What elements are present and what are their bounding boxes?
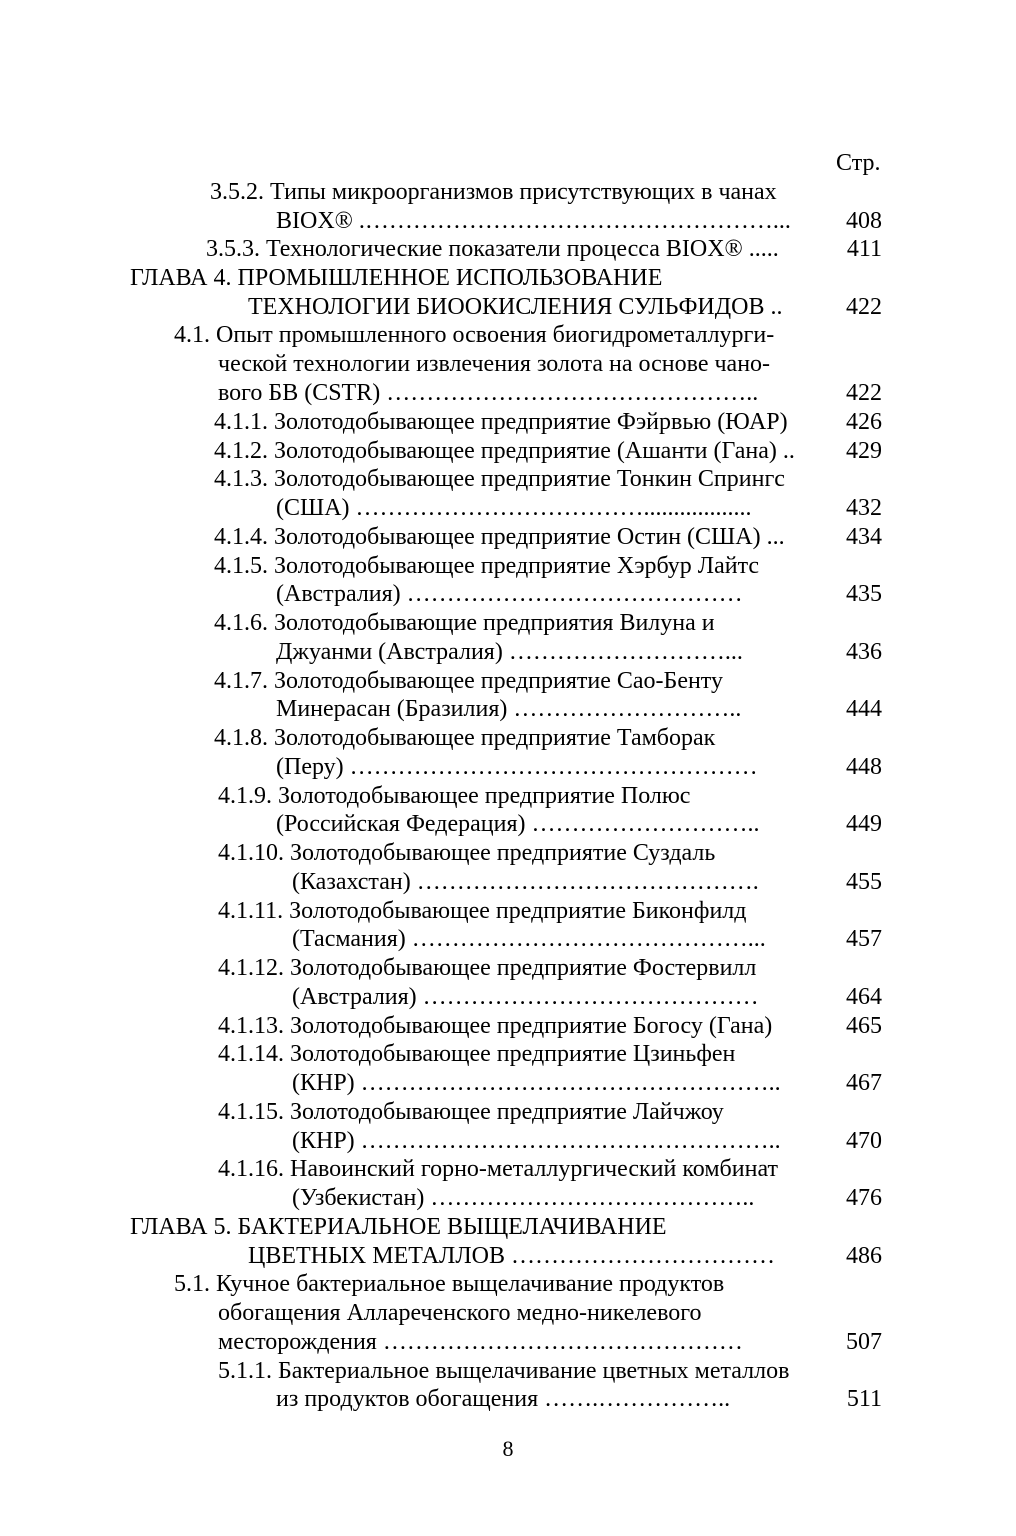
toc-entry-title-line: 4.1.8. Золотодобывающее предприятие Тамборак — [214, 725, 716, 751]
toc-entry-title-line: 5.1.1. Бактериальное выщелачивание цветных металлов — [218, 1358, 790, 1384]
toc-entry-title-line: Джуанми (Австралия) ………………………... — [276, 639, 743, 665]
toc-entry-title-line: 4.1.10. Золотодобывающее предприятие Суздаль — [218, 840, 716, 866]
toc-entry-title-line: 4.1.6. Золотодобывающие предприятия Вилуна и — [214, 610, 715, 636]
toc-entry-page: 486 — [846, 1243, 882, 1269]
toc-entry-title-line: (Перу) …………………………………………… — [276, 754, 758, 780]
toc-entry-title-line: 4.1.11. Золотодобывающее предприятие Биконфилд — [218, 898, 747, 924]
toc-entry-page: 511 — [846, 1386, 882, 1412]
toc-entry-title-line: (Российская Федерация) ……………………….. — [276, 811, 760, 837]
toc-entry-title-line: 4.1.1. Золотодобывающее предприятие Фэйрвью (ЮАР) — [214, 409, 788, 435]
toc-entry-title-line: (Австралия) …………………………………… — [276, 581, 743, 607]
toc-chapter-title-line: ГЛАВА 5. БАКТЕРИАЛЬНОЕ ВЫЩЕЛАЧИВАНИЕ — [130, 1214, 667, 1240]
toc-entry-title-line: 4.1.9. Золотодобывающее предприятие Полюс — [218, 783, 691, 809]
toc-entry-page: 455 — [846, 869, 882, 895]
toc-entry-title-line: BIOX® .……………………………………………... — [276, 208, 791, 234]
toc-entry-page: 408 — [846, 208, 882, 234]
toc-entry-page: 476 — [846, 1185, 882, 1211]
toc-entry-page: 436 — [846, 639, 882, 665]
toc-entry-page: 457 — [846, 926, 882, 952]
toc-entry-title-line: Минерасан (Бразилия) ……………………….. — [276, 696, 742, 722]
toc-entry-title-line: 4.1.7. Золотодобывающее предприятие Сао-Бенту — [214, 668, 723, 694]
toc-entry-title-line: из продуктов обогащения …….…………….. — [276, 1386, 731, 1412]
toc-entry-title-line: ческой технологии извлечения золота на основе чано- — [218, 351, 771, 377]
toc-entry-title-line: 5.1. Кучное бактериальное выщелачивание продуктов — [174, 1271, 725, 1297]
toc-entry-page: 426 — [846, 409, 882, 435]
toc-entry-title-line: 4.1. Опыт промышленного освоения биогидрометаллурги- — [174, 322, 775, 348]
toc-entry-page: 465 — [846, 1013, 882, 1039]
toc-entry-title-line: вого БВ (CSTR) ……………………………………….. — [218, 380, 759, 406]
toc-entry-title-line: 4.1.14. Золотодобывающее предприятие Цзиньфен — [218, 1041, 736, 1067]
toc-entry-page: 411 — [846, 236, 882, 262]
toc-entry-title-line: 4.1.15. Золотодобывающее предприятие Лайчжоу — [218, 1099, 724, 1125]
toc-entry-page: 422 — [846, 294, 882, 320]
toc-entry-page: 429 — [846, 438, 882, 464]
toc-entry-title-line: (КНР) …………………………………………….. — [292, 1070, 781, 1096]
toc-entry-title-line: 4.1.4. Золотодобывающее предприятие Остин (США) ... — [214, 524, 785, 550]
toc-entry-title-line: (КНР) …………………………………………….. — [292, 1128, 781, 1154]
toc-entry-page: 444 — [846, 696, 882, 722]
toc-entry-page: 507 — [846, 1329, 882, 1355]
toc-entry-title-line: (Казахстан) ……………………………………. — [292, 869, 759, 895]
toc-entry-title-line: 4.1.2. Золотодобывающее предприятие (Ашанти (Гана) .. — [214, 438, 795, 464]
toc-entry-title-line: обогащения Аллареченского медно-никелевого — [218, 1300, 702, 1326]
toc-entry-title-line: (Австралия) …………………………………… — [292, 984, 759, 1010]
toc-entry-title-line: месторождения ……………………………………… — [218, 1329, 743, 1355]
toc-entry-page: 449 — [846, 811, 882, 837]
toc-chapter-title-line: ТЕХНОЛОГИИ БИООКИСЛЕНИЯ СУЛЬФИДОВ .. — [248, 294, 783, 320]
toc-entry-page: 434 — [846, 524, 882, 550]
toc-entry-page: 422 — [846, 380, 882, 406]
toc-entry-title-line: 4.1.5. Золотодобывающее предприятие Хэрбур Лайтс — [214, 553, 760, 579]
page-column-header: Стр. — [836, 150, 881, 176]
toc-entry-title-line: 4.1.3. Золотодобывающее предприятие Тонкин Спрингс — [214, 466, 785, 492]
toc-entry-title-line: 4.1.13. Золотодобывающее предприятие Богосу (Гана) — [218, 1013, 773, 1039]
toc-entry-title-line: 4.1.12. Золотодобывающее предприятие Фостервилл — [218, 955, 757, 981]
toc-entry-page: 470 — [846, 1128, 882, 1154]
toc-entry-title-line: (Тасмания) ……………………………………... — [292, 926, 766, 952]
toc-entry-page: 467 — [846, 1070, 882, 1096]
toc-entry-page: 432 — [846, 495, 882, 521]
toc-entry-page: 448 — [846, 754, 882, 780]
toc-entry-page: 464 — [846, 984, 882, 1010]
toc-entry-title-line: 4.1.16. Навоинский горно-металлургический комбинат — [218, 1156, 778, 1182]
page-number: 8 — [502, 1436, 514, 1461]
toc-entry-title-line: (Узбекистан) ………………………………….. — [292, 1185, 755, 1211]
toc-chapter-title-line: ЦВЕТНЫХ МЕТАЛЛОВ …………………………… — [248, 1243, 775, 1269]
toc-entry-title-line: (США) ……………………………….................. — [276, 495, 752, 521]
toc-entry-title-line: 3.5.2. Типы микроорганизмов присутствующих в чанах — [210, 179, 777, 205]
toc-chapter-title-line: ГЛАВА 4. ПРОМЫШЛЕННОЕ ИСПОЛЬЗОВАНИЕ — [130, 265, 663, 291]
toc-entry-page: 435 — [846, 581, 882, 607]
toc-entry-title-line: 3.5.3. Технологические показатели процесса BIOX® ..... — [206, 236, 779, 262]
